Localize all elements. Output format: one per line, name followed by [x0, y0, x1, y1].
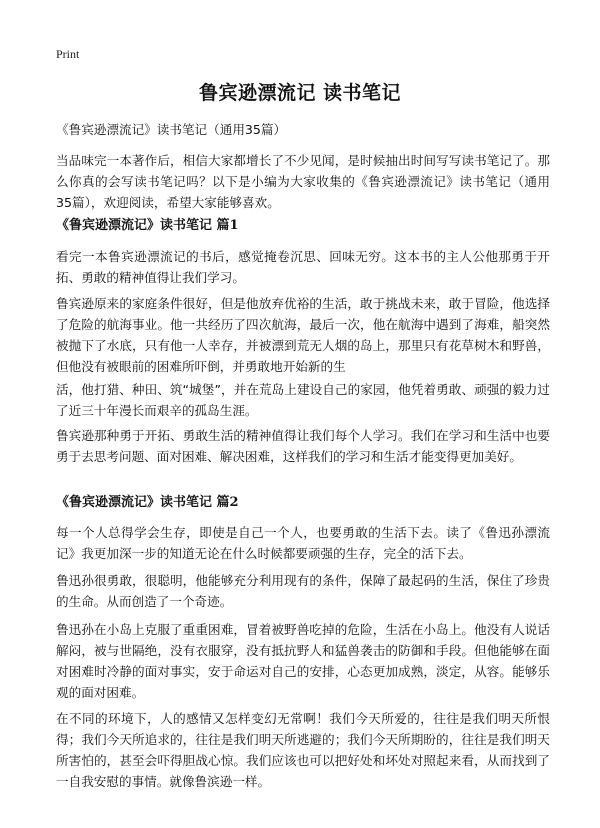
paragraph-text: 鲁迅孙在小岛上克服了重重困难，冒着被野兽吃掉的危险，生活在小岛上。他没有人说话解闷，被与世隔绝，没有衣服穿，没有抵抗野人和猛兽袭击的防御和手段。但他能够在面对困难时冷静的面对事实，安于命运对自己的安排，心态更加成熟，淡定，从容。能够乐观的面对困难。: [56, 622, 550, 700]
section1-paragraph-1: [56, 246, 550, 288]
paragraph-text: 每一个人总得学会生存，即使是自己一个人，也要勇敢的生活下去。读了《鲁迅孙漂流记》我更加深一步的知道无论在什么时候都要顽强的生存，完全的活下去。: [56, 525, 550, 561]
paragraph-text: 活，他打猎、种田、筑“城堡”，并在荒岛上建设自己的家园，他凭着勇敢、顽强的毅力过了近三十年漫长而艰辛的孤岛生涯。: [56, 382, 550, 418]
intro-paragraph: [56, 150, 550, 213]
document-subtitle: [56, 119, 550, 140]
section2-paragraph-4: [56, 708, 550, 792]
subtitle-text: 《鲁宾逊漂流记》读书笔记（通用35篇）: [56, 122, 287, 137]
page-title: 鲁宾逊漂流记 读书笔记: [198, 82, 402, 104]
paragraph-text: 鲁迅孙很勇敢，很聪明，他能够充分利用现有的条件，保障了最起码的生活，保住了珍贵的生命。从而创造了一个奇迹。: [56, 573, 550, 609]
section-heading-2: 《鲁宾逊漂流记》读书笔记 篇2: [56, 495, 239, 510]
paragraph-text: 鲁宾逊那种勇于开拓、勇敢生活的精神值得让我们每个人学习。我们在学习和生活中也要勇于去思考问题、面对困难、解决困难，这样我们的学习和生活才能变得更加美好。: [56, 428, 550, 464]
section2-paragraph-2: [56, 570, 550, 612]
section1-paragraph-3: [56, 379, 550, 421]
intro-text: 当品味完一本著作后，相信大家都增长了不少见闻，是时候抽出时间写写读书笔记了。那么你真的会写读书笔记吗？以下是小编为大家收集的《鲁宾逊漂流记》读书笔记（通用35篇），欢迎阅读，希望大家能够喜欢。: [56, 153, 550, 210]
section1-paragraph-2: [56, 293, 550, 377]
section1-paragraph-4: [56, 425, 550, 467]
paragraph-text: 看完一本鲁宾逊漂流记的书后，感觉掩卷沉思、回味无穷。这本书的主人公他那勇于开拓、勇敢的精神值得让我们学习。: [56, 249, 550, 285]
section2-paragraph-3: [56, 619, 550, 703]
paragraph-text: 鲁宾逊原来的家庭条件很好，但是他放弃优裕的生活，敢于挑战未来，敢于冒险，他选择了危险的航海事业。他一共经历了四次航海，最后一次，他在航海中遇到了海难，船突然被抛下了水底，只有他一人幸存，并被漂到荒无人烟的岛上，那里只有花草树木和野兽，但他没有被眼前的困难所吓倒，并勇敢地开始新的生: [56, 296, 550, 374]
paragraph-text: 在不同的环境下，人的感情又怎样变幻无常啊！我们今天所爱的，往往是我们明天所恨得；我们今天所追求的，往往是我们明天所逃避的；我们今天所期盼的，往往是我们明天所害怕的，甚至会吓得胆战心惊。我们应该也可以把好处和坏处对照起来看，从而找到了一自我安慰的事情。就像鲁滨逊一样。: [56, 711, 550, 789]
section2-paragraph-1: [56, 522, 550, 564]
print-link[interactable]: Print: [56, 47, 80, 61]
section-heading-1: 《鲁宾逊漂流记》读书笔记 篇1: [56, 218, 239, 233]
